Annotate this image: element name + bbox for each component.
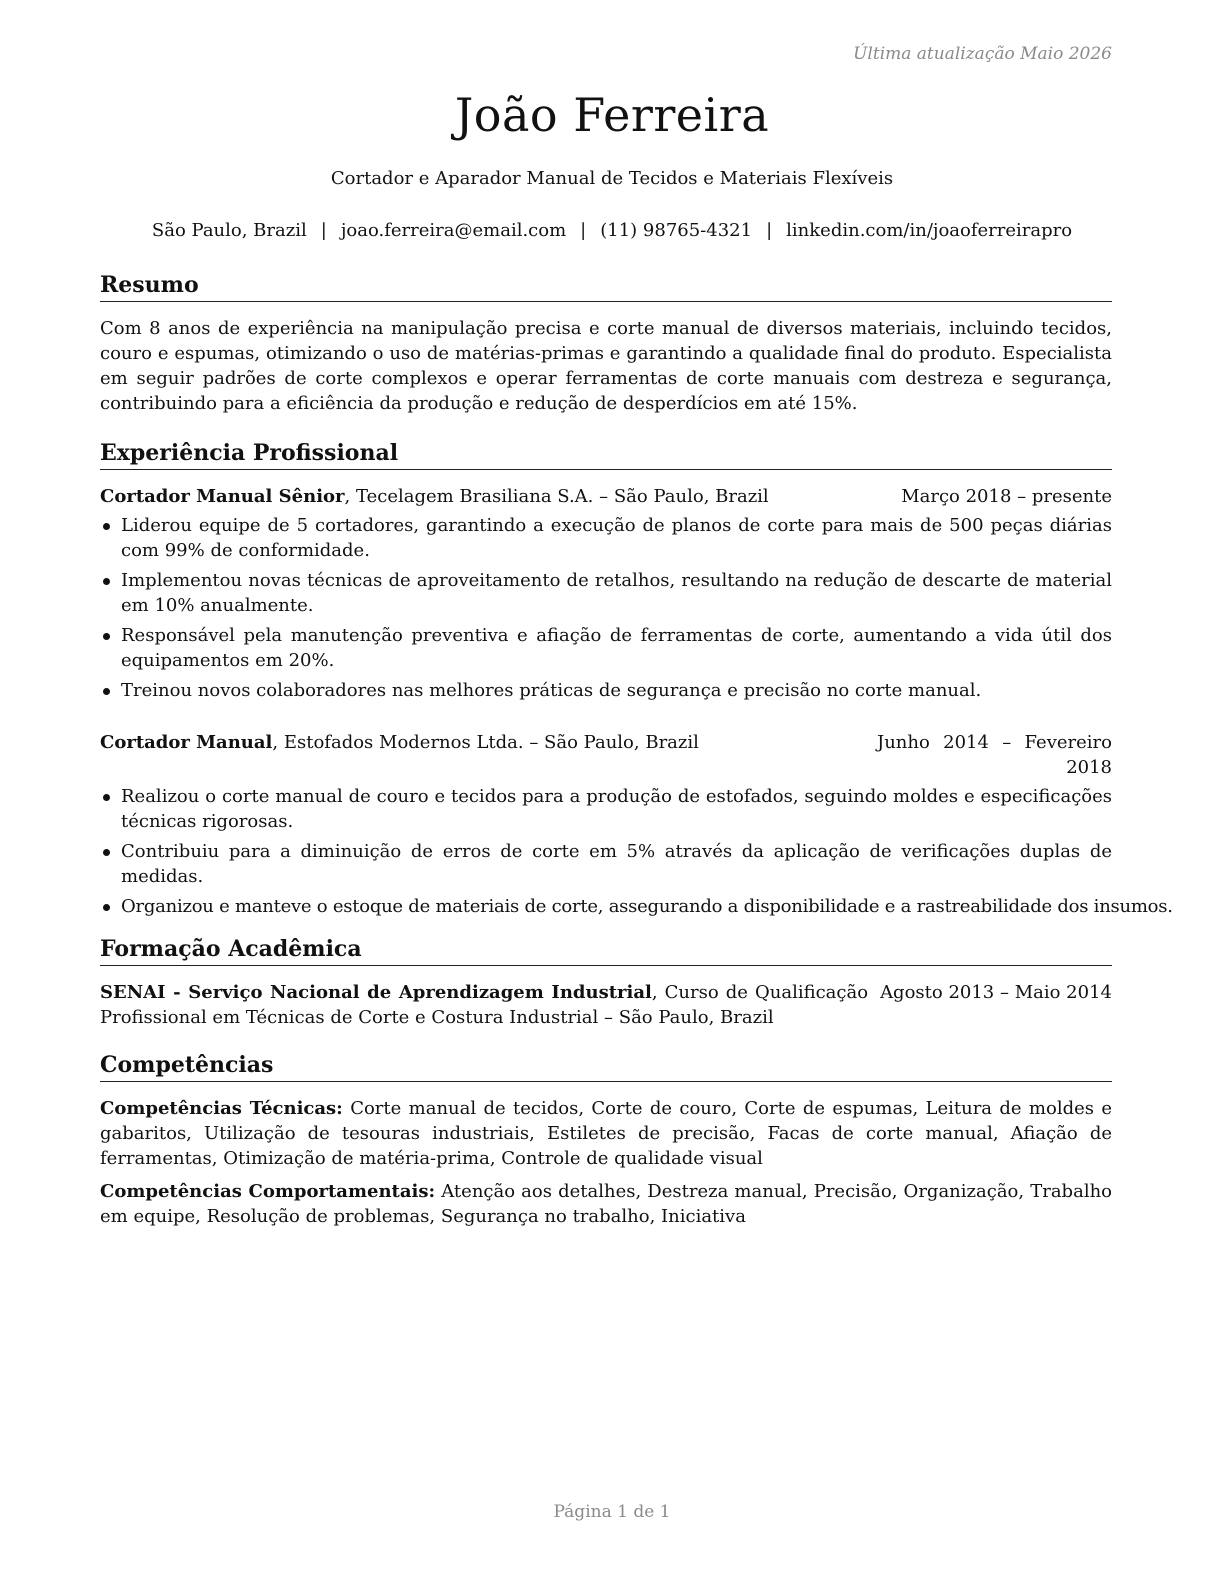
contact-separator: | (320, 220, 327, 241)
section-title-summary: Resumo (100, 270, 1112, 302)
list-item: Liderou equipe de 5 cortadores, garantindo a execução de planos de corte para mais de 500 peças diárias com 99% de conformidade. (100, 513, 1112, 563)
job-role: Cortador Manual (100, 732, 273, 753)
contact-location: São Paulo, Brazil (151, 220, 307, 241)
contact-line (0, 220, 1224, 241)
contact-email[interactable]: joao.ferreira@email.com (340, 220, 567, 241)
job-dates: Junho 2014 – Fevereiro 2018 (877, 732, 1112, 778)
bullet-icon (103, 904, 110, 911)
job-bullets (100, 784, 1173, 919)
summary-text: Com 8 anos de experiência na manipulação precisa e corte manual de diversos materiais, incluindo tecidos, couro e espumas, otimizando o uso de matérias-primas e garantindo a qualidade final do produto. Especialista em seguir padrões de corte complexos e operar ferramentas de corte manuais com destreza e segurança, contribuindo para a eficiência da produção e redução de desperdícios em até 15%. (100, 318, 1112, 414)
job-company: , Estofados Modernos Ltda. – São Paulo, Brazil (272, 732, 699, 753)
bullet-icon (103, 794, 110, 801)
contact-separator: | (766, 220, 773, 241)
section-title-education: Formação Acadêmica (100, 934, 1112, 966)
job-company: , Tecelagem Brasiliana S.A. – São Paulo, Brazil (344, 486, 769, 507)
job-bullets (100, 513, 1112, 703)
job-header (100, 730, 1112, 780)
list-item: Organizou e manteve o estoque de materiais de corte, assegurando a disponibilidade e a rastreabilidade dos insumos. (100, 894, 1112, 919)
bullet-icon (103, 688, 110, 695)
last-updated: Última atualização Maio 2026 (853, 44, 1112, 64)
education-institution: SENAI - Serviço Nacional de Aprendizagem Industrial (100, 982, 652, 1003)
section-title-skills: Competências (100, 1050, 1112, 1082)
bullet-icon (103, 633, 110, 640)
job-title: Cortador e Aparador Manual de Tecidos e Materiais Flexíveis (330, 168, 894, 189)
bullet-icon (103, 523, 110, 530)
job-header (100, 484, 1112, 509)
education-dates: Agosto 2013 – Maio 2014 (880, 982, 1112, 1003)
education-course: , Curso de Qualificação Profissional em Técnicas de Corte e Costura Industrial – São Paulo, Brazil (100, 982, 869, 1028)
section-title-experience: Experiência Profissional (100, 438, 1112, 470)
contact-phone: (11) 98765-4321 (600, 220, 753, 241)
skills-behavioral-label: Competências Comportamentais: (100, 1181, 436, 1202)
bullet-icon (103, 849, 110, 856)
job-entry (100, 484, 1112, 703)
contact-separator: | (580, 220, 587, 241)
list-item: Treinou novos colaboradores nas melhores práticas de segurança e precisão no corte manual. (100, 678, 1112, 703)
skills-behavioral: Competências Comportamentais: Atenção aos detalhes, Destreza manual, Precisão, Organização, Trabalho em equipe, Resolução de problemas, Segurança no trabalho, Iniciativa (100, 1181, 1113, 1227)
job-dates: Março 2018 – presente (901, 486, 1112, 507)
resume-content (100, 270, 1173, 1237)
candidate-name: João Ferreira (454, 88, 770, 142)
bullet-icon (103, 578, 110, 585)
skills-block (100, 1096, 1112, 1229)
contact-linkedin[interactable]: linkedin.com/in/joaoferreirapro (786, 220, 1073, 241)
list-item: Realizou o corte manual de couro e tecidos para a produção de estofados, seguindo moldes e especificações técnicas rigorosas. (100, 784, 1112, 834)
education-entry (100, 980, 1112, 1030)
list-item: Implementou novas técnicas de aproveitamento de retalhos, resultando na redução de descarte de material em 10% anualmente. (100, 568, 1112, 618)
page-number: Página 1 de 1 (553, 1502, 671, 1522)
list-item: Contribuiu para a diminuição de erros de corte em 5% através da aplicação de verificações duplas de medidas. (100, 839, 1112, 889)
skills-technical-label: Competências Técnicas: (100, 1098, 343, 1119)
list-item: Responsável pela manutenção preventiva e afiação de ferramentas de corte, aumentando a vida útil dos equipamentos em 20%. (100, 623, 1112, 673)
job-role: Cortador Manual Sênior (100, 486, 345, 507)
job-entry (100, 730, 1173, 919)
skills-technical: Competências Técnicas: Corte manual de tecidos, Corte de couro, Corte de espumas, Leitura de moldes e gabaritos, Utilização de tesouras industriais, Estiletes de precisão, Facas de corte manual, Afiação de ferramentas, Otimização de matéria-prima, Controle de qualidade visual (100, 1098, 1113, 1169)
